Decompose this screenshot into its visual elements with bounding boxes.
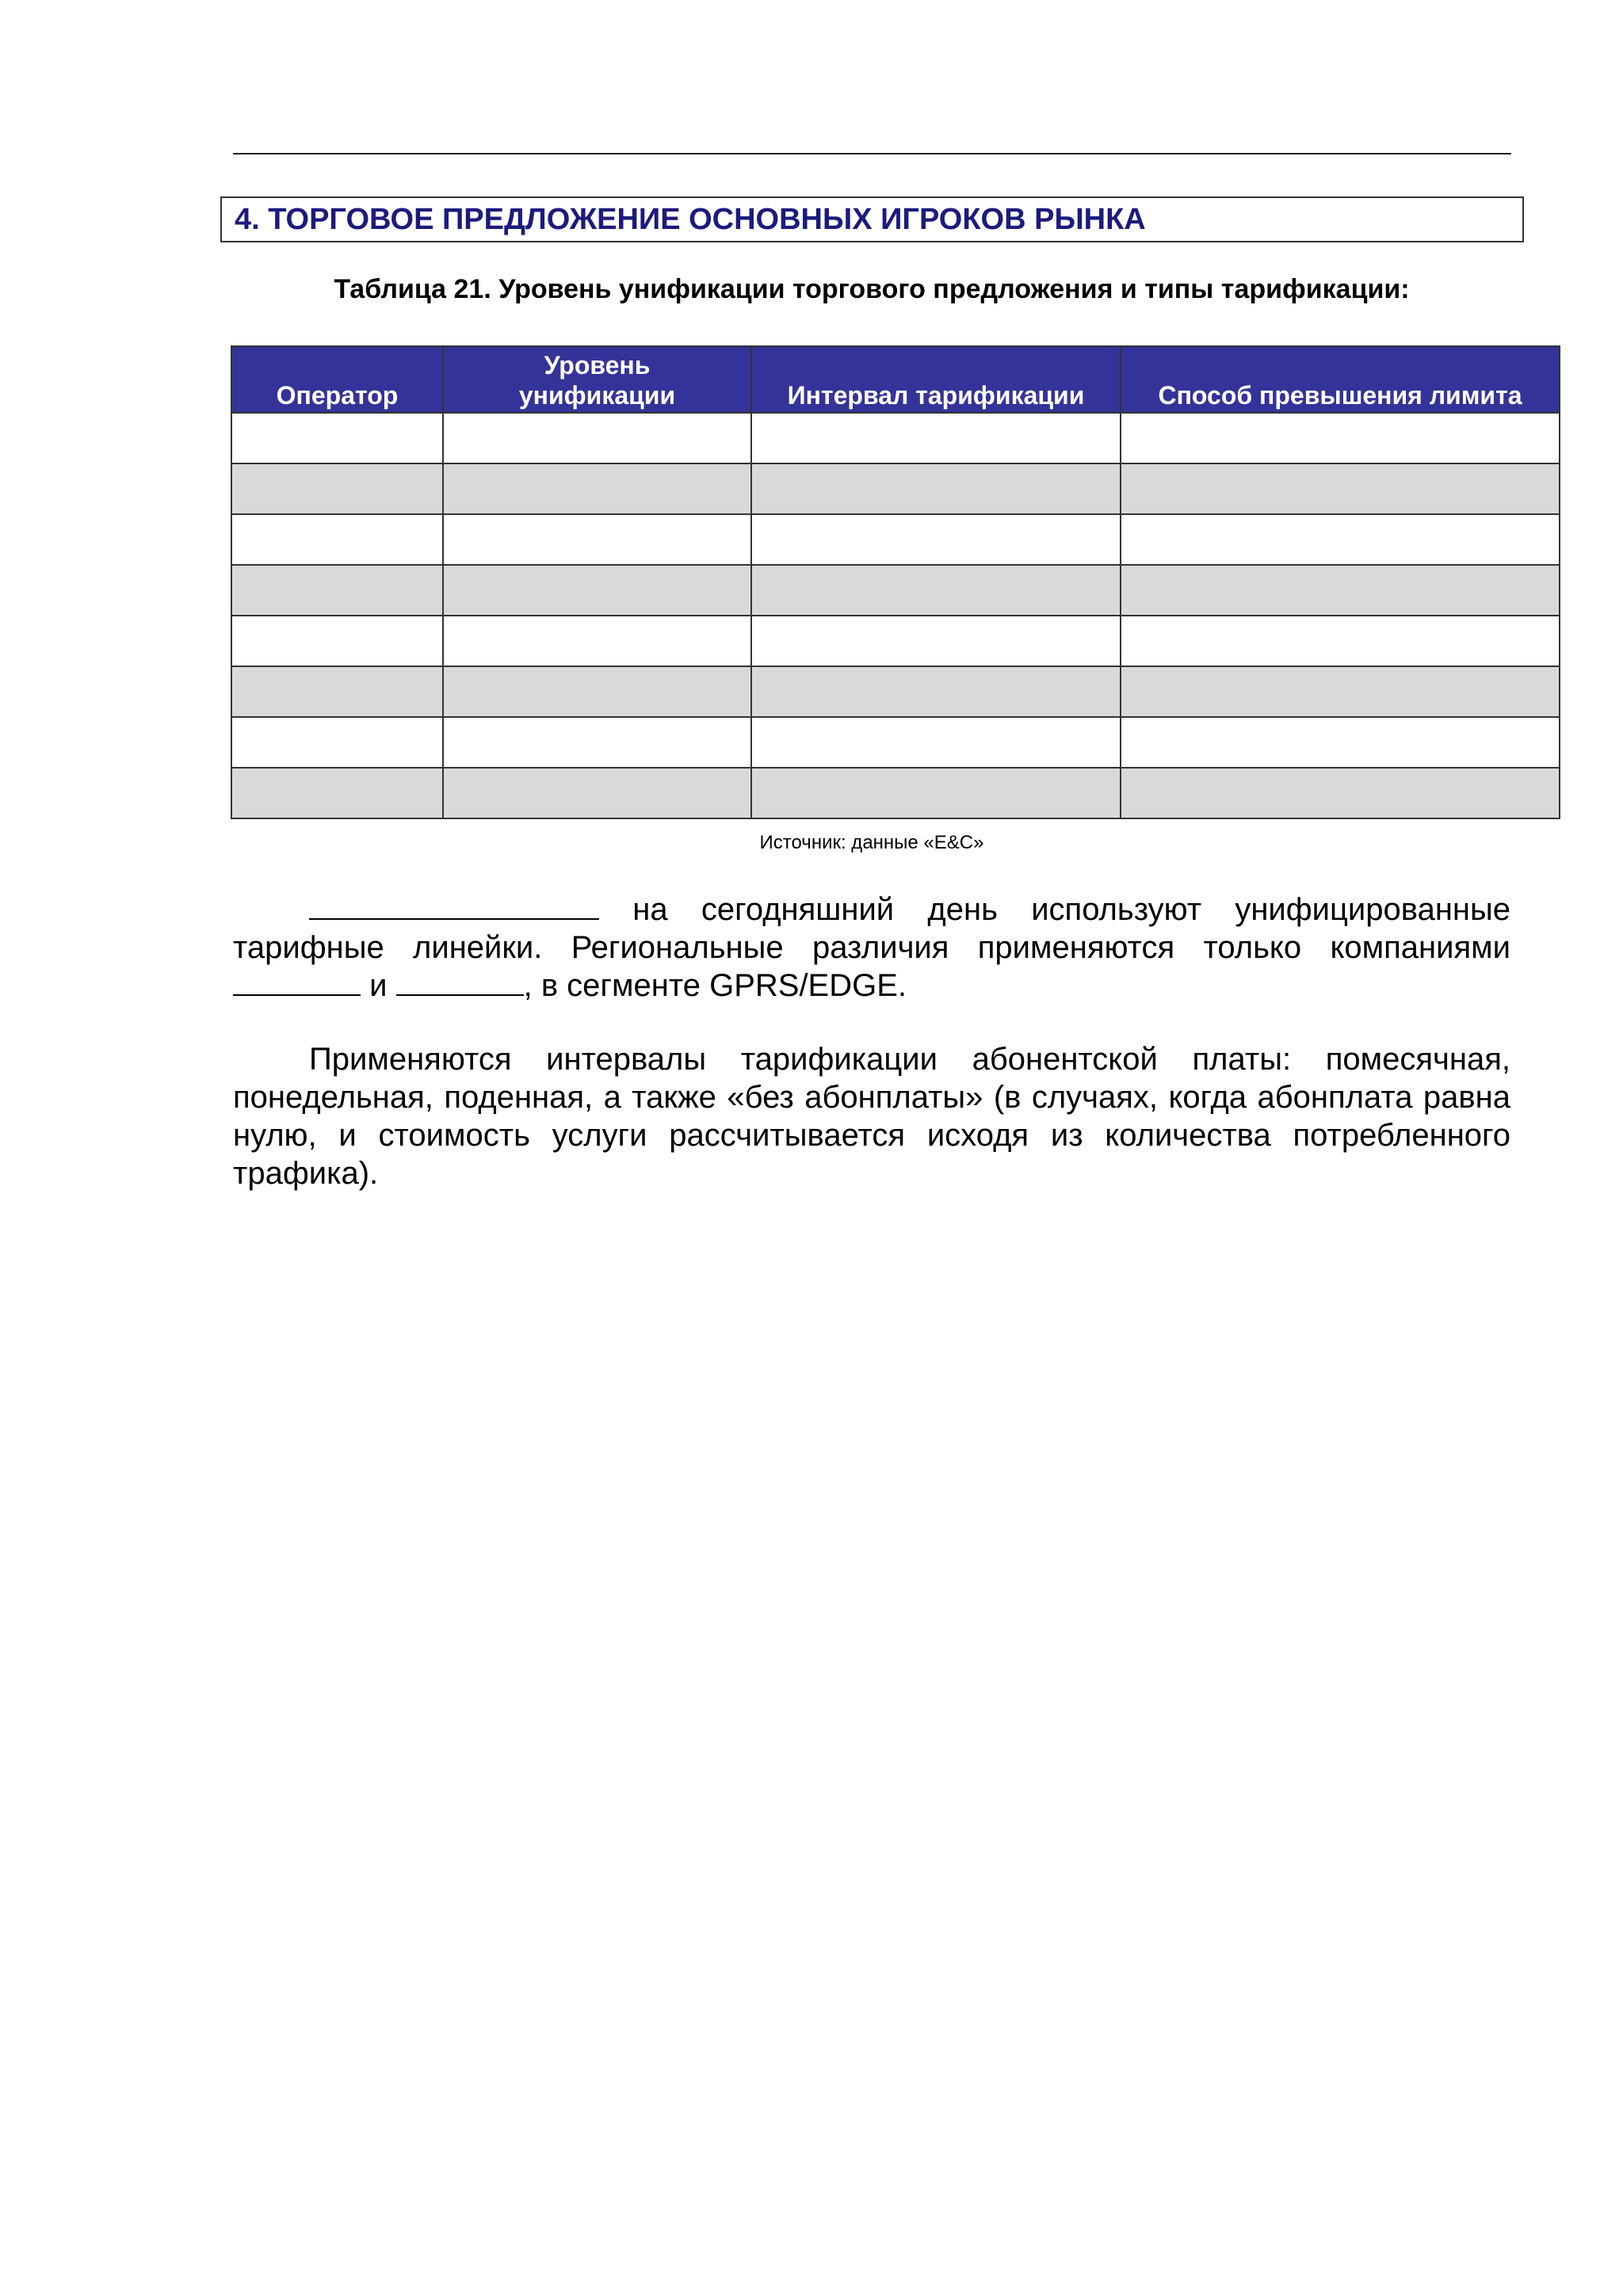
paragraph2-text: Применяются интервалы тарификации абонентской платы: помесячная, понедельная, поденная, а также «без абонплаты» (в случаях, когда абонплата равна нулю, и стоимость услуги рассчитывается исходя из количества потребленного трафика).	[233, 1042, 1510, 1191]
table-cell	[231, 666, 443, 717]
table-cell	[1121, 463, 1560, 514]
table-cell	[1121, 616, 1560, 666]
table-caption: Таблица 21. Уровень унификации торгового предложения и типы тарификации:	[334, 274, 1410, 304]
table-cell	[231, 616, 443, 666]
fill-in-blank	[309, 893, 599, 920]
table-header-row	[231, 346, 1560, 413]
table-cell	[443, 768, 751, 818]
paragraph1-text-part3: , в сегменте GPRS/EDGE.	[523, 968, 907, 1003]
paragraph-tariff-intervals	[233, 1040, 1510, 1192]
fill-in-blank	[233, 969, 361, 996]
table-row	[231, 666, 1560, 717]
table-cell	[443, 463, 751, 514]
table-row	[231, 413, 1560, 463]
table-row	[231, 463, 1560, 514]
table-cell	[1121, 565, 1560, 616]
table-cell	[751, 616, 1121, 666]
column-header-limit-method: Способ превышения лимита	[1121, 346, 1560, 413]
table-cell	[1121, 717, 1560, 768]
table-row	[231, 514, 1560, 565]
column-header-tariff-interval: Интервал тарификации	[751, 346, 1121, 413]
table-cell	[443, 717, 751, 768]
column-header-operator: Оператор	[231, 346, 443, 413]
paragraph-unified-tariffs	[233, 891, 1510, 1005]
table-cell	[751, 565, 1121, 616]
tariff-table	[231, 345, 1560, 819]
table-cell	[751, 514, 1121, 565]
table-row	[231, 768, 1560, 818]
table-cell	[443, 413, 751, 463]
table-row	[231, 565, 1560, 616]
table-cell	[751, 666, 1121, 717]
table-cell	[751, 768, 1121, 818]
section-title: 4. ТОРГОВОЕ ПРЕДЛОЖЕНИЕ ОСНОВНЫХ ИГРОКОВ РЫНКА	[235, 202, 1146, 236]
paragraph1-text-part2: и	[369, 968, 388, 1003]
table-cell	[231, 514, 443, 565]
table-row	[231, 616, 1560, 666]
table-cell	[443, 514, 751, 565]
table-cell	[443, 666, 751, 717]
table-cell	[231, 717, 443, 768]
table-row	[231, 717, 1560, 768]
table-cell	[751, 413, 1121, 463]
paragraph1-text-part1: на сегодняшний день используют унифицированные тарифные линейки. Региональные различия применяются только компаниями	[233, 892, 1510, 965]
table-cell	[231, 565, 443, 616]
table-cell	[231, 768, 443, 818]
column-header-unification-level	[443, 346, 751, 413]
section-heading-box	[220, 196, 1524, 242]
table-cell	[1121, 514, 1560, 565]
table-cell	[231, 463, 443, 514]
table-cell	[751, 717, 1121, 768]
header-rule	[233, 153, 1511, 154]
table-cell	[1121, 666, 1560, 717]
table-cell	[443, 565, 751, 616]
table-cell	[1121, 413, 1560, 463]
table-cell	[231, 413, 443, 463]
column-header-unification-level-text: Уровень унификации	[518, 351, 676, 410]
table-cell	[443, 616, 751, 666]
table-cell	[1121, 768, 1560, 818]
table-source-note: Источник: данные «E&C»	[759, 832, 984, 853]
fill-in-blank	[396, 969, 524, 996]
table-cell	[751, 463, 1121, 514]
